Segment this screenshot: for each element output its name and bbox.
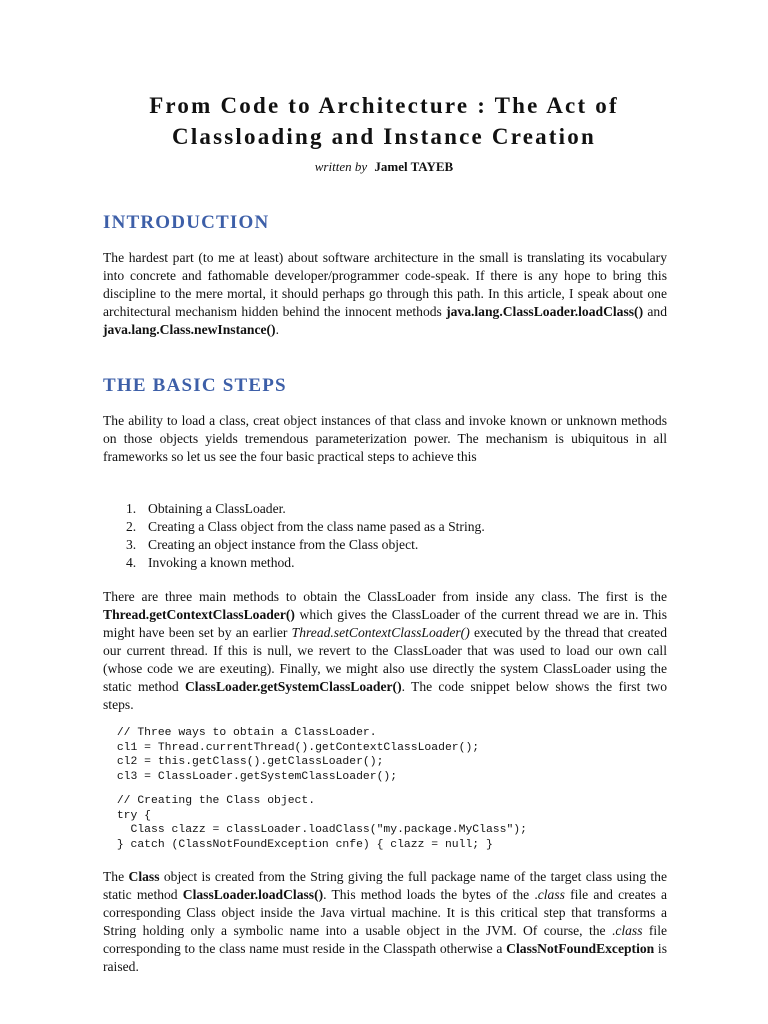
introduction-heading: INTRODUCTION (103, 212, 270, 233)
term-class-file: class (537, 887, 565, 902)
intro-method-newinstance: java.lang.Class.newInstance() (103, 322, 276, 337)
basic-steps-intro: The ability to load a class, creat object instances of that class and invoke known or unknown methods on those objects yields tremendous parameterization power. The mechanism is ubiquitous in all frameworks so let us see the four basic practical steps to achieve this (103, 413, 667, 464)
list-item (126, 554, 485, 572)
term-classnotfoundexception: ClassNotFoundException (506, 941, 655, 956)
byline-label: written by (314, 159, 368, 174)
byline (0, 158, 768, 176)
introduction-paragraph (103, 249, 667, 339)
text-run: file corresponding to the class name must reside in the Classpath otherwise a (103, 923, 668, 956)
method-loadclass: ClassLoader.loadClass() (182, 887, 324, 902)
classloader-paragraph (103, 588, 667, 714)
text-run: . The code snippet below shows the first two steps. (103, 679, 667, 712)
step-number: 4. (126, 555, 137, 570)
step-number: 2. (126, 519, 137, 534)
step-text: Obtaining a ClassLoader. (148, 501, 286, 516)
class-object-paragraph (103, 868, 667, 976)
text-run: is raised. (103, 941, 667, 974)
method-setcontextclassloader: Thread.setContextClassLoader() (291, 625, 470, 640)
term-class: Class (128, 869, 160, 884)
list-item (126, 518, 485, 536)
basic-steps-heading: THE BASIC STEPS (103, 375, 287, 396)
text-run: file and creates a corresponding Class object inside the Java virtual machine. It is this critical step that transforms a String holding only a symbolic name into a usable object in the JVM. Of course, the . (103, 887, 668, 938)
text-run: The (103, 869, 129, 884)
term-class-file: class (615, 923, 643, 938)
title-line-1: From Code to Architecture : The Act of (149, 93, 619, 118)
step-number: 3. (126, 537, 137, 552)
intro-method-loadclass: java.lang.ClassLoader.loadClass() (446, 304, 644, 319)
step-text: Invoking a known method. (148, 555, 295, 570)
step-text: Creating a Class object from the class name pased as a String. (148, 519, 485, 534)
title-line-2: Classloading and Instance Creation (172, 124, 596, 149)
list-item (126, 500, 485, 518)
intro-text: The hardest part (to me at least) about software architecture in the small is translating its vocabulary into concrete and fathomable developer/programmer code-speak. If there is any hope to bring this discipline to the mere mortal, it should perhaps go through this path. In this article, I speak about one architectural mechanism hidden behind the innocent methods (103, 250, 667, 319)
text-run: executed by the thread that created our current thread. If this is null, we revert to the ClassLoader that was used to load our own call (whose code we are exeuting). Finally, we might also use directly the system ClassLoader using the static method (103, 625, 667, 694)
method-getcontextclassloader: Thread.getContextClassLoader() (103, 607, 295, 622)
code-snippet-class-object: // Creating the Class object. try { Class clazz = classLoader.loadClass("my.package.MyClass"); } catch (ClassNotFoundException cnfe) { clazz = null; } (116, 795, 527, 851)
text-run: which gives the ClassLoader of the current thread we are in. This might have been set by an earlier (103, 607, 667, 640)
text-run: object is created from the String giving the full package name of the target class using the static method (103, 869, 667, 902)
intro-end: . (275, 322, 279, 337)
text-run: . This method loads the bytes of the . (323, 887, 538, 902)
method-getsystemclassloader: ClassLoader.getSystemClassLoader() (184, 679, 402, 694)
step-number: 1. (126, 501, 137, 516)
document-title (60, 90, 708, 152)
code-snippet-classloader: // Three ways to obtain a ClassLoader. cl1 = Thread.currentThread().getContextClassLoader(); cl2 = this.getClass().getClassLoader(); cl3 = ClassLoader.getSystemClassLoader(); (116, 727, 480, 783)
step-text: Creating an object instance from the Class object. (148, 537, 419, 552)
steps-list (126, 500, 485, 572)
text-run: There are three main methods to obtain the ClassLoader from inside any class. The first is the (103, 589, 667, 604)
list-item (126, 536, 485, 554)
intro-and: and (643, 304, 667, 319)
byline-author: Jamel TAYEB (374, 159, 454, 174)
